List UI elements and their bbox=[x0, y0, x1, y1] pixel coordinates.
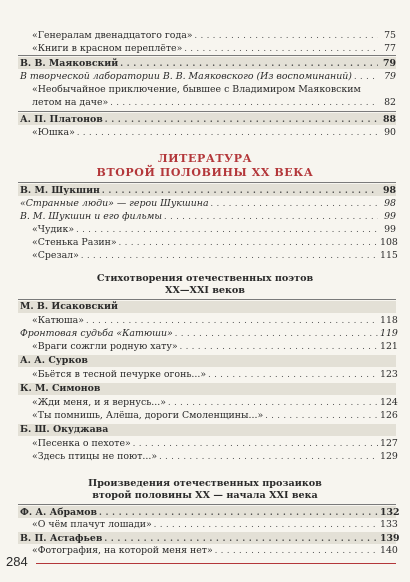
entry-title: «Ты помнишь, Алёша, дороги Смоленщины...» bbox=[32, 410, 264, 421]
toc-entry bbox=[20, 224, 396, 236]
divider bbox=[18, 111, 396, 112]
entry-title: В творческой лаборатории В. В. Маяковского (Из воспоминаний) bbox=[20, 71, 352, 82]
toc-entry bbox=[20, 97, 396, 109]
leader-dots bbox=[180, 341, 378, 353]
leader-dots bbox=[120, 57, 378, 70]
entry-page: 115 bbox=[380, 250, 398, 261]
entry-title: «Враги сожгли родную хату» bbox=[32, 341, 178, 352]
leader-dots bbox=[354, 71, 378, 83]
leader-dots bbox=[99, 506, 378, 519]
entry-page: 124 bbox=[380, 397, 398, 408]
author-name: В. М. Шукшин bbox=[20, 185, 100, 196]
leader-dots bbox=[154, 519, 378, 531]
divider bbox=[18, 182, 396, 183]
toc-entry bbox=[20, 397, 396, 409]
leader-dots bbox=[211, 198, 378, 210]
entry-page: 99 bbox=[384, 224, 396, 235]
leader-dots bbox=[175, 328, 378, 340]
entry-title: летом на даче» bbox=[32, 97, 109, 108]
entry-page: 108 bbox=[380, 237, 398, 248]
entry-page: 119 bbox=[380, 328, 398, 339]
page-number: 284 bbox=[6, 554, 28, 569]
entry-page: 98 bbox=[382, 185, 396, 196]
toc-entry bbox=[20, 127, 396, 139]
toc-entry bbox=[20, 410, 396, 422]
author-name: К. М. Симонов bbox=[20, 383, 101, 394]
toc-entry bbox=[20, 211, 396, 223]
author-name: В. В. Маяковский bbox=[20, 58, 119, 69]
leader-dots bbox=[77, 127, 378, 139]
toc-entry bbox=[20, 71, 396, 83]
toc-entry bbox=[20, 451, 396, 463]
entry-title: В. М. Шукшин и его фильмы bbox=[20, 211, 163, 222]
leader-dots bbox=[195, 30, 378, 42]
entry-title: «Стенька Разин» bbox=[32, 237, 117, 248]
author-entry bbox=[20, 113, 396, 126]
entry-page: 88 bbox=[382, 114, 396, 125]
leader-dots bbox=[104, 532, 378, 545]
author-entry bbox=[20, 532, 400, 545]
leader-dots bbox=[110, 97, 378, 109]
leader-dots bbox=[102, 184, 378, 197]
leader-dots bbox=[105, 113, 378, 126]
author-entry bbox=[20, 57, 396, 70]
entry-page: 129 bbox=[380, 451, 398, 462]
author-name: В. П. Астафьев bbox=[20, 533, 103, 544]
entry-page: 90 bbox=[384, 127, 396, 138]
entry-title: Фронтовая судьба «Катюши» bbox=[20, 328, 173, 339]
entry-title: «Фотография, на которой меня нет» bbox=[32, 545, 213, 556]
entry-page: 118 bbox=[380, 315, 398, 326]
author-name: Б. Ш. Окуджава bbox=[20, 424, 109, 435]
entry-page: 127 bbox=[380, 438, 398, 449]
subsection-heading: XX—XXI веков bbox=[165, 285, 245, 296]
entry-title: «Здесь птицы не поют...» bbox=[32, 451, 158, 462]
entry-title: «Жди меня, и я вернусь...» bbox=[32, 397, 166, 408]
entry-title: «Песенка о пехоте» bbox=[32, 438, 131, 449]
author-name: А. А. Сурков bbox=[20, 355, 88, 366]
author-entry bbox=[20, 506, 400, 519]
footer-rule bbox=[36, 563, 396, 564]
entry-title: «Странные люди» — герои Шукшина bbox=[20, 198, 209, 209]
leader-dots bbox=[184, 43, 378, 55]
entry-page: 139 bbox=[380, 533, 400, 544]
toc-entry bbox=[20, 198, 396, 210]
entry-page: 99 bbox=[384, 211, 396, 222]
entry-title: «Катюша» bbox=[32, 315, 84, 326]
entry-page: 126 bbox=[380, 410, 398, 421]
toc-entry bbox=[20, 43, 396, 55]
entry-page: 132 bbox=[380, 507, 400, 518]
leader-dots bbox=[119, 237, 378, 249]
entry-title: «Книги в красном переплёте» bbox=[32, 43, 183, 54]
divider bbox=[18, 55, 396, 56]
entry-page: 79 bbox=[384, 71, 396, 82]
leader-dots bbox=[86, 315, 378, 327]
leader-dots bbox=[164, 211, 378, 223]
entry-page: 140 bbox=[380, 545, 398, 556]
leader-dots bbox=[76, 224, 378, 236]
entry-page: 123 bbox=[380, 369, 398, 380]
toc-entry bbox=[20, 438, 396, 450]
subsection-heading: Стихотворения отечественных поэтов bbox=[96, 273, 314, 284]
entry-page: 121 bbox=[380, 341, 398, 352]
leader-dots bbox=[215, 545, 378, 557]
section-title: ЛИТЕРАТУРА bbox=[157, 152, 253, 165]
leader-dots bbox=[133, 438, 378, 450]
toc-entry bbox=[20, 519, 396, 531]
leader-dots bbox=[159, 451, 378, 463]
divider bbox=[18, 504, 396, 505]
entry-page: 77 bbox=[384, 43, 396, 54]
entry-title: «Бьётся в тесной печурке огонь...» bbox=[32, 369, 207, 380]
author-name: Ф. А. Абрамов bbox=[20, 507, 98, 518]
toc-entry bbox=[20, 369, 396, 381]
leader-dots bbox=[265, 410, 378, 422]
leader-dots bbox=[168, 397, 378, 409]
entry-title: «Генералам двенадцатого года» bbox=[32, 30, 193, 41]
subsection-heading: второй половины XX — начала XXI века bbox=[92, 490, 318, 501]
entry-title: «Чудик» bbox=[32, 224, 75, 235]
author-name: А. П. Платонов bbox=[20, 114, 103, 125]
entry-title: «О чём плачут лошади» bbox=[32, 519, 152, 530]
entry-page: 79 bbox=[382, 58, 396, 69]
toc-entry bbox=[20, 341, 396, 353]
entry-title: «Юшка» bbox=[32, 127, 75, 138]
entry-title: «Необычайное приключение, бывшее с Владимиром Маяковским bbox=[32, 84, 361, 95]
entry-page: 98 bbox=[384, 198, 396, 209]
leader-dots bbox=[208, 369, 378, 381]
toc-entry bbox=[20, 545, 396, 557]
author-entry bbox=[20, 184, 396, 197]
section-title: ВТОРОЙ ПОЛОВИНЫ XX ВЕКА bbox=[96, 166, 314, 179]
divider bbox=[18, 299, 396, 300]
subsection-heading: Произведения отечественных прозаиков bbox=[88, 478, 322, 489]
leader-dots bbox=[81, 250, 378, 262]
author-name: М. В. Исаковский bbox=[20, 301, 118, 312]
entry-title: «Срезал» bbox=[32, 250, 79, 261]
entry-page: 133 bbox=[380, 519, 398, 530]
toc-entry bbox=[20, 328, 396, 340]
entry-page: 82 bbox=[384, 97, 396, 108]
entry-page: 75 bbox=[384, 30, 396, 41]
toc-entry bbox=[20, 30, 396, 42]
toc-entry bbox=[20, 315, 396, 327]
toc-entry bbox=[20, 250, 396, 262]
toc-entry bbox=[20, 237, 396, 249]
